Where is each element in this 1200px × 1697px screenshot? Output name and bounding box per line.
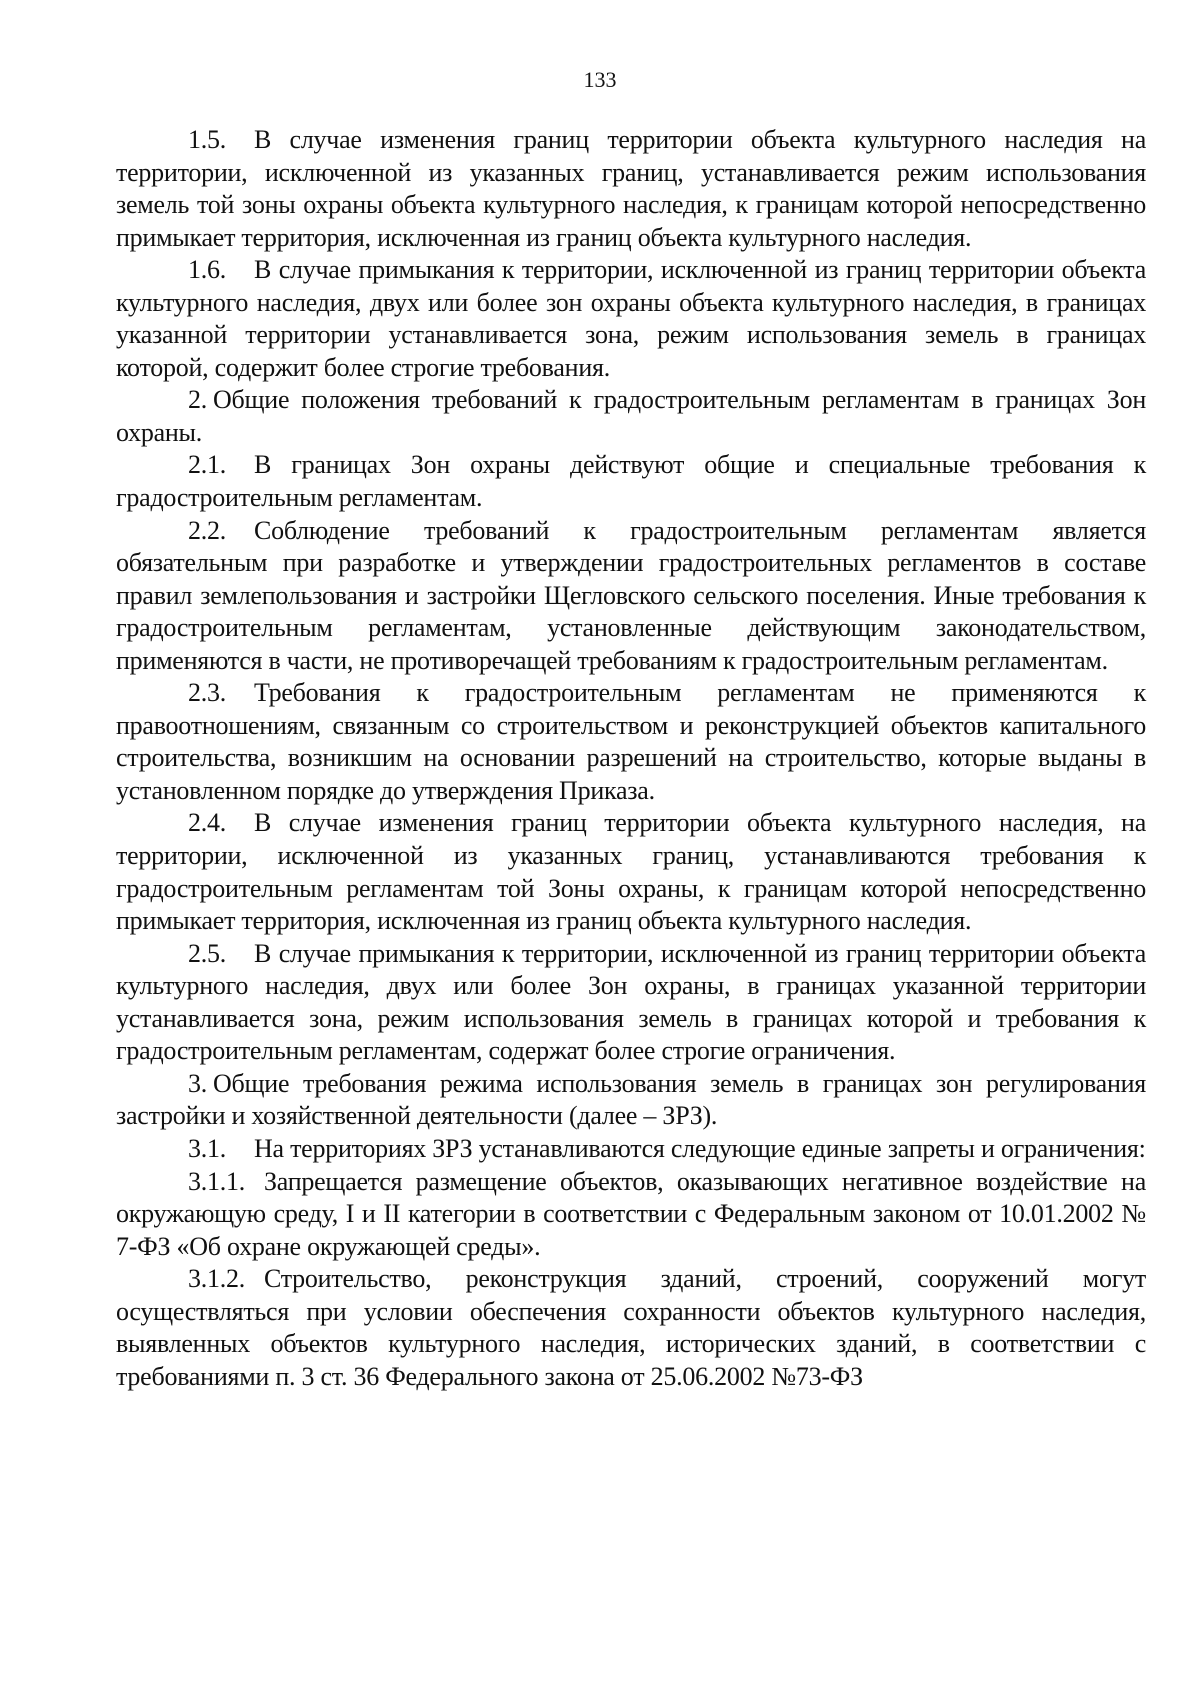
section-heading-text: Общие требования режима использования земель в границах зон регулирования застройки и хозяйственной деятельности (далее – ЗРЗ). [116,1068,1146,1131]
paragraph-number: 2.3. [188,678,226,708]
paragraph-3-1-2 [116,1263,1146,1393]
paragraph-2-5 [116,938,1146,1068]
paragraph-text: В случае изменения границ территории объекта культурного наследия, на территории, исключенной из указанных границ, устанавливаются требования к градостроительным регламентам той Зоны охраны, к границам которой непосредственно примыкает территория, исключенная из границ объекта культурного наследия. [116,808,1146,936]
section-number: 2. [188,385,207,415]
paragraph-1-6 [116,254,1146,384]
paragraph-1-5 [116,124,1146,254]
page-number: 133 [583,67,617,92]
paragraph-number: 2.2. [188,515,226,545]
section-number: 3. [188,1068,207,1098]
paragraph-2-2 [116,515,1146,678]
section-heading-3 [116,1068,1146,1133]
paragraph-number: 1.6. [188,255,226,285]
paragraph-number: 2.1. [188,450,226,480]
section-heading-text: Общие положения требований к градостроительным регламентам в границах Зон охраны. [116,385,1146,447]
paragraph-text: Требования к градостроительным регламентам не применяются к правоотношениям, связанным со строительством и реконструкцией объектов капитального строительства, возникшим на основании разрешений на строительство, которые выданы в установленном порядке до утверждения Приказа. [116,678,1146,805]
paragraph-number: 2.5. [188,938,226,968]
paragraph-3-1 [116,1133,1146,1166]
paragraph-2-4 [116,807,1146,937]
paragraph-3-1-1 [116,1166,1146,1264]
paragraph-text: В границах Зон охраны действуют общие и специальные требования к градостроительным регламентам. [116,450,1146,513]
paragraph-text: В случае изменения границ территории объекта культурного наследия на территории, исключенной из указанных границ, устанавливается режим использования земель той зоны охраны объекта культурного наследия, к границам которой непосредственно примыкает территория, исключенная из границ объекта культурного наследия. [116,125,1146,252]
paragraph-number: 3.1.1. [188,1166,245,1196]
paragraph-number: 1.5. [188,125,226,154]
paragraph-number: 3.1. [188,1133,226,1163]
paragraph-2-1 [116,449,1146,514]
paragraph-text: В случае примыкания к территории, исключенной из границ территории объекта культурного наследия, двух или более зон охраны объекта культурного наследия, в границах указанной территории устанавливается зона, режим использования земель в границах которой, содержит более строгие требования. [116,255,1146,382]
paragraph-text: На территориях ЗРЗ устанавливаются следующие единые запреты и ограничения: [254,1133,1146,1163]
paragraph-number: 2.4. [188,808,226,838]
paragraph-text: Соблюдение требований к градостроительным регламентам является обязательным при разработке и утверждении градостроительных регламентов в составе правил землепользования и застройки Щегловского сельского поселения. Иные требования к градостроительным регламентам, установленные действующим законодательством, применяются в части, не противоречащей требованиям к градостроительным регламентам. [116,515,1146,675]
paragraph-2-3 [116,677,1146,807]
document-body [116,124,1146,1393]
section-heading-2 [116,384,1146,449]
paragraph-text: Строительство, реконструкция зданий, строений, сооружений могут осуществляться при условии обеспечения сохранности объектов культурного наследия, выявленных объектов культурного наследия, исторических зданий, в соответствии с требованиями п. 3 ст. 36 Федерального закона от 25.06.2002 №73-ФЗ [116,1264,1146,1391]
paragraph-text: Запрещается размещение объектов, оказывающих негативное воздействие на окружающую среду, I и II категории в соответствии с Федеральным законом от 10.01.2002 № 7-ФЗ «Об охране окружающей среды». [116,1166,1146,1261]
paragraph-text: В случае примыкания к территории, исключенной из границ территории объекта культурного наследия, двух или более Зон охраны, в границах указанной территории устанавливается зона, режим использования земель в границах которой и требования к градостроительным регламентам, содержат более строгие ограничения. [116,938,1146,1066]
paragraph-number: 3.1.2. [188,1264,245,1294]
